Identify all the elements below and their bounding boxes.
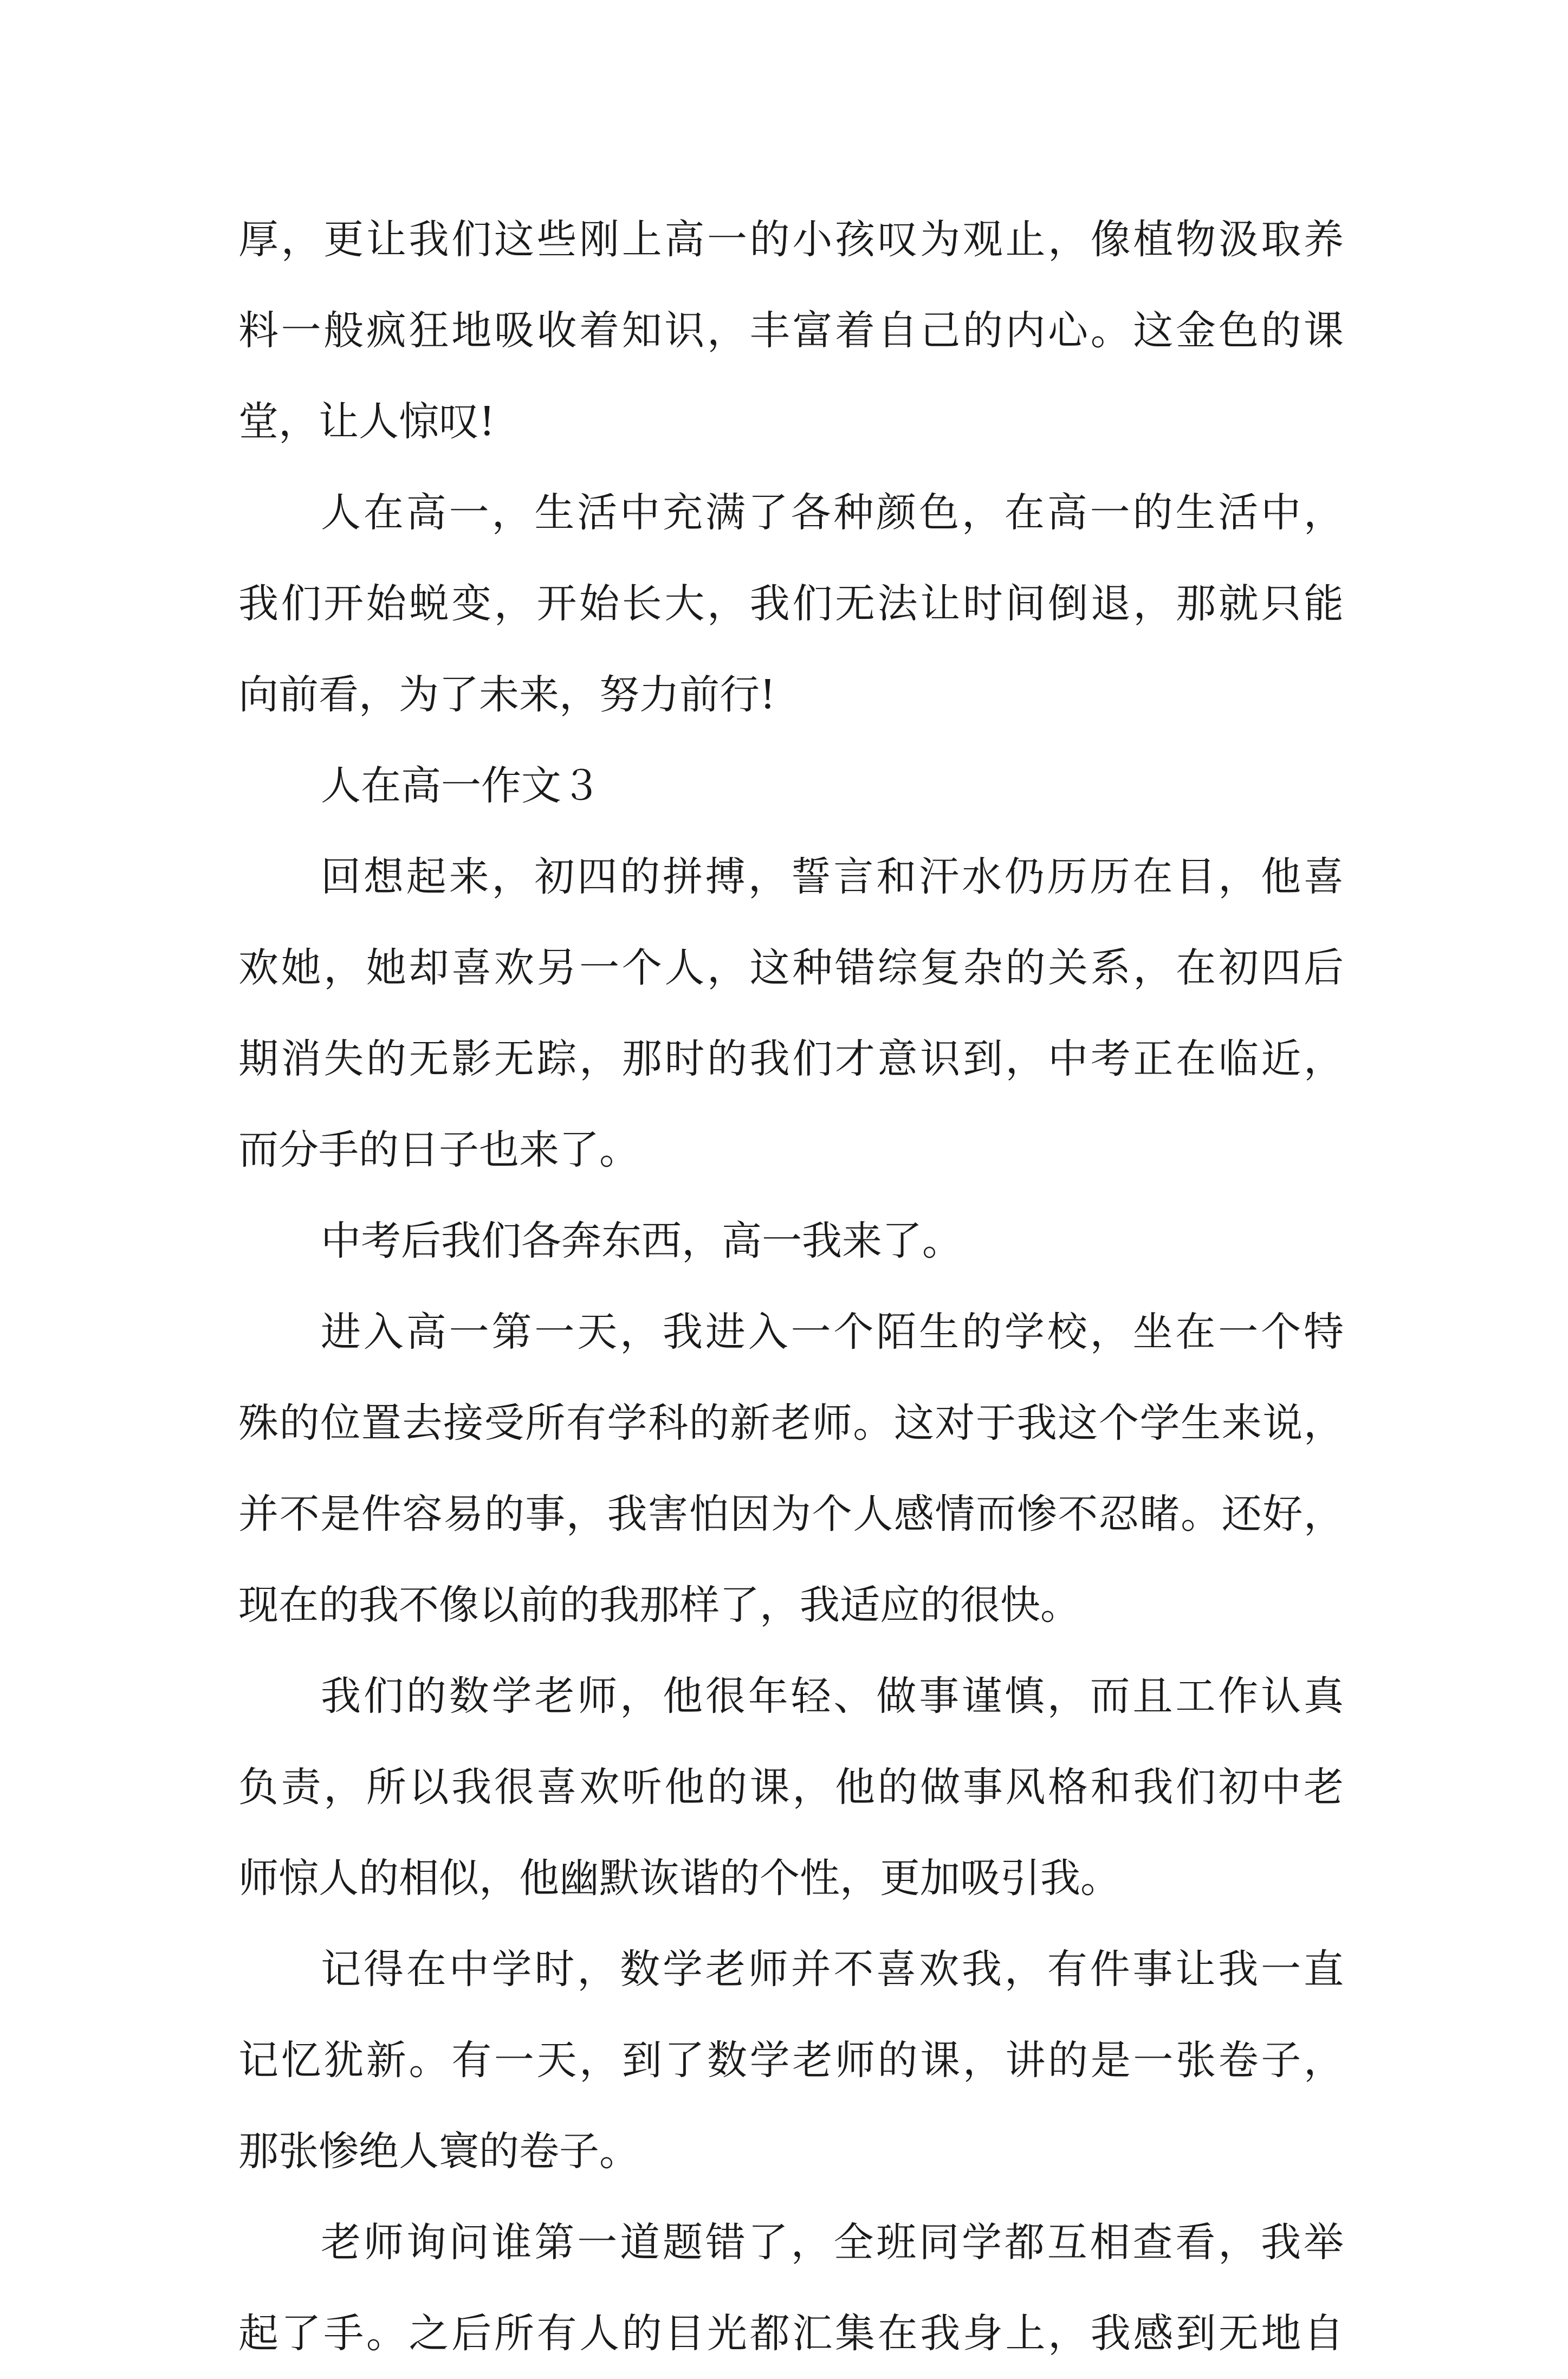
text-line: 师惊人的相似，他幽默诙谐的个性，更加吸引我。	[238, 1855, 1120, 1902]
text-line: 并不是件容易的事，我害怕因为个人感情而惨不忍睹。还好，	[238, 1491, 1344, 1537]
text-line: 负责，所以我很喜欢听他的课，他的做事风格和我们初中老	[238, 1764, 1344, 1811]
section-heading: 人在高一作文３	[321, 762, 601, 809]
text-line: 起了手。之后所有人的目光都汇集在我身上，我感到无地自	[238, 2310, 1344, 2357]
text-line: 我们的数学老师，他很年轻、做事谨慎，而且工作认真	[321, 1673, 1344, 1719]
text-line: 而分手的日子也来了。	[238, 1127, 639, 1173]
text-line: 回想起来，初四的拼搏，誓言和汗水仍历历在目，他喜	[321, 854, 1344, 900]
text-line: 记得在中学时，数学老师并不喜欢我，有件事让我一直	[321, 1946, 1344, 1993]
text-line: 殊的位置去接受所有学科的新老师。这对于我这个学生来说，	[238, 1400, 1344, 1446]
text-line: 中考后我们各奔东西，高一我来了。	[321, 1218, 962, 1264]
text-line: 老师询问谁第一道题错了，全班同学都互相查看，我举	[321, 2219, 1344, 2266]
text-line: 期消失的无影无踪，那时的我们才意识到，中考正在临近，	[238, 1036, 1344, 1082]
text-line: 向前看，为了未来，努力前行!	[238, 671, 776, 718]
text-line: 进入高一第一天，我进入一个陌生的学校，坐在一个特	[321, 1309, 1344, 1355]
text-line: 堂，让人惊叹!	[238, 398, 495, 445]
text-line: 现在的我不像以前的我那样了，我适应的很快。	[238, 1582, 1080, 1628]
text-line: 记忆犹新。有一天，到了数学老师的课，讲的是一张卷子，	[238, 2037, 1344, 2084]
text-line: 厚，更让我们这些刚上高一的小孩叹为观止，像植物汲取养	[238, 216, 1344, 263]
text-line: 人在高一，生活中充满了各种颜色，在高一的生活中，	[321, 489, 1344, 536]
text-line: 料一般疯狂地吸收着知识，丰富着自己的内心。这金色的课	[238, 307, 1344, 354]
essay-body	[238, 194, 1344, 2379]
text-line: 欢她，她却喜欢另一个人，这种错综复杂的关系，在初四后	[238, 945, 1344, 991]
text-line: 我们开始蜕变，开始长大，我们无法让时间倒退，那就只能	[238, 580, 1344, 627]
text-line: 那张惨绝人寰的卷子。	[238, 2128, 639, 2175]
